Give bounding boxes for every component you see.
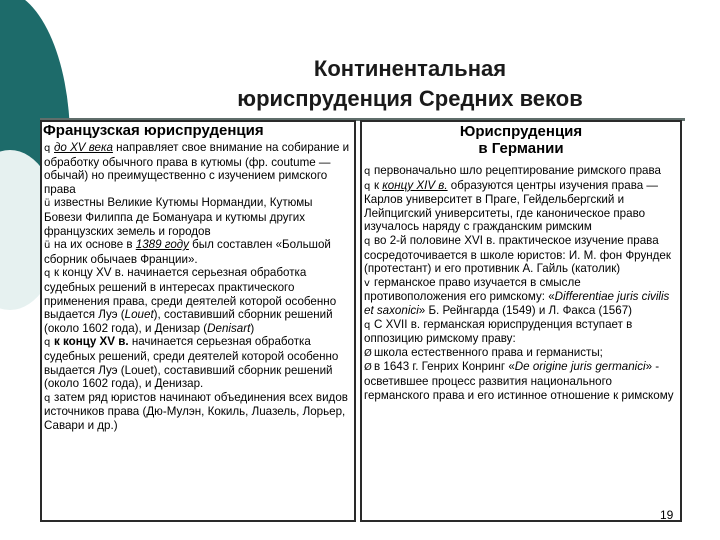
french-item: [44, 196, 351, 238]
german-heading-line1: Юриспруденция: [459, 123, 583, 140]
german-panel-body: [362, 164, 680, 402]
square-bullet-icon: q: [44, 392, 51, 404]
slide-title: [150, 54, 670, 114]
german-item: [364, 276, 677, 318]
german-item: [364, 318, 677, 346]
german-item: [364, 360, 677, 402]
square-bullet-icon: q: [364, 319, 371, 331]
french-item-text: до XV века направляет свое внимание на собирание и обработку обычного права в кутюмы (фр. coutume — обычай) но преимущественно с изучением римского права: [44, 141, 350, 196]
german-item-text: первоначально шло рецептирование римского права: [374, 164, 661, 177]
french-item-text: на их основе в 1389 году был составлен «Большой сборник обычаев Франции».: [44, 238, 331, 266]
slide-title-line2: юриспруденция Средних веков: [237, 86, 583, 111]
french-item-text: к концу XV в. начинается серьезная обработка судебных решений, среди деятелей которой особенно выдается Луэ (Louet), составивший сборник решений (около 1602 года), и Денизар.: [44, 335, 339, 391]
square-bullet-icon: q: [44, 143, 51, 154]
german-item-text: к концу XIV в. образуются центры изучения права — Карлов университет в Праге, Гейдельбергский и Лейпцигский университеты, где каноническое право изучалось наряду с гражданским римским: [364, 178, 658, 234]
square-bullet-icon: q: [44, 268, 51, 280]
german-panel-heading: [362, 123, 680, 157]
french-panel-body: [42, 141, 354, 432]
german-item: [364, 346, 677, 361]
check-bullet-icon: ü: [44, 198, 51, 210]
german-item: [364, 179, 677, 234]
arrow-bullet-icon: Ø: [364, 347, 372, 359]
german-item: [364, 234, 677, 276]
square-bullet-icon: q: [364, 180, 371, 192]
arrow-bullet-icon: Ø: [364, 362, 372, 374]
french-item-text: затем ряд юристов начинают объединения всех видов источников права (Дю-Мулэн, Кокиль, Лuaзель, Лорьер, Савари и др.): [44, 390, 348, 432]
french-item: [44, 266, 351, 335]
german-heading-line2: в Германии: [478, 140, 564, 157]
french-item: [44, 141, 351, 196]
square-bullet-icon: q: [364, 235, 371, 247]
german-item-text: германское право изучается в смысле противоположения его римскому: «Differentiae juris civilis et saxonici» Б. Рейнгарда (1549) и Л. Факса (1567): [364, 275, 670, 317]
french-item-text: известны Великие Кутюмы Нормандии, Кутюмы Бовези Филиппа де Бомануара и кутюмы других французских земель и городов: [44, 196, 313, 238]
square-bullet-icon: q: [364, 166, 371, 177]
german-jurisprudence-panel: [360, 120, 682, 522]
diamond-bullet-icon: v: [364, 277, 370, 289]
german-item-text: С XVII в. германская юриспруденция вступает в оппозицию римскому праву:: [364, 317, 633, 346]
french-item: [44, 391, 351, 433]
german-item: [364, 164, 677, 179]
slide-title-line1: Континентальная: [313, 56, 507, 81]
french-panel-heading: Французская юриспруденция: [43, 122, 264, 139]
french-jurisprudence-panel: [40, 120, 356, 522]
french-item-text: к концу XV в. начинается серьезная обработка судебных решений в интересах практического применения права, среди деятелей которой особенно выдается Луэ (Louet), составивший сборник решений (около 1602 года), и Денизар (Denisart): [44, 266, 337, 335]
square-bullet-icon: q: [44, 337, 51, 349]
german-item-text: в 1643 г. Генрих Конринг «De origine juris germanici» - осветившее процесс развития национального германского права и его истинное отношение к римскому: [364, 360, 674, 402]
german-item-text: школа естественного права и германисты;: [374, 345, 603, 359]
french-item: [44, 335, 351, 390]
french-item: [44, 238, 351, 266]
check-bullet-icon: ü: [44, 240, 51, 252]
german-item-text: во 2-й половине XVI в. практическое изучение права сосредоточивается в школе юристов: И. М. фон Фрундек (протестант) и его противник А. Гайль (католик): [364, 233, 671, 276]
page-number: 19: [660, 508, 674, 522]
